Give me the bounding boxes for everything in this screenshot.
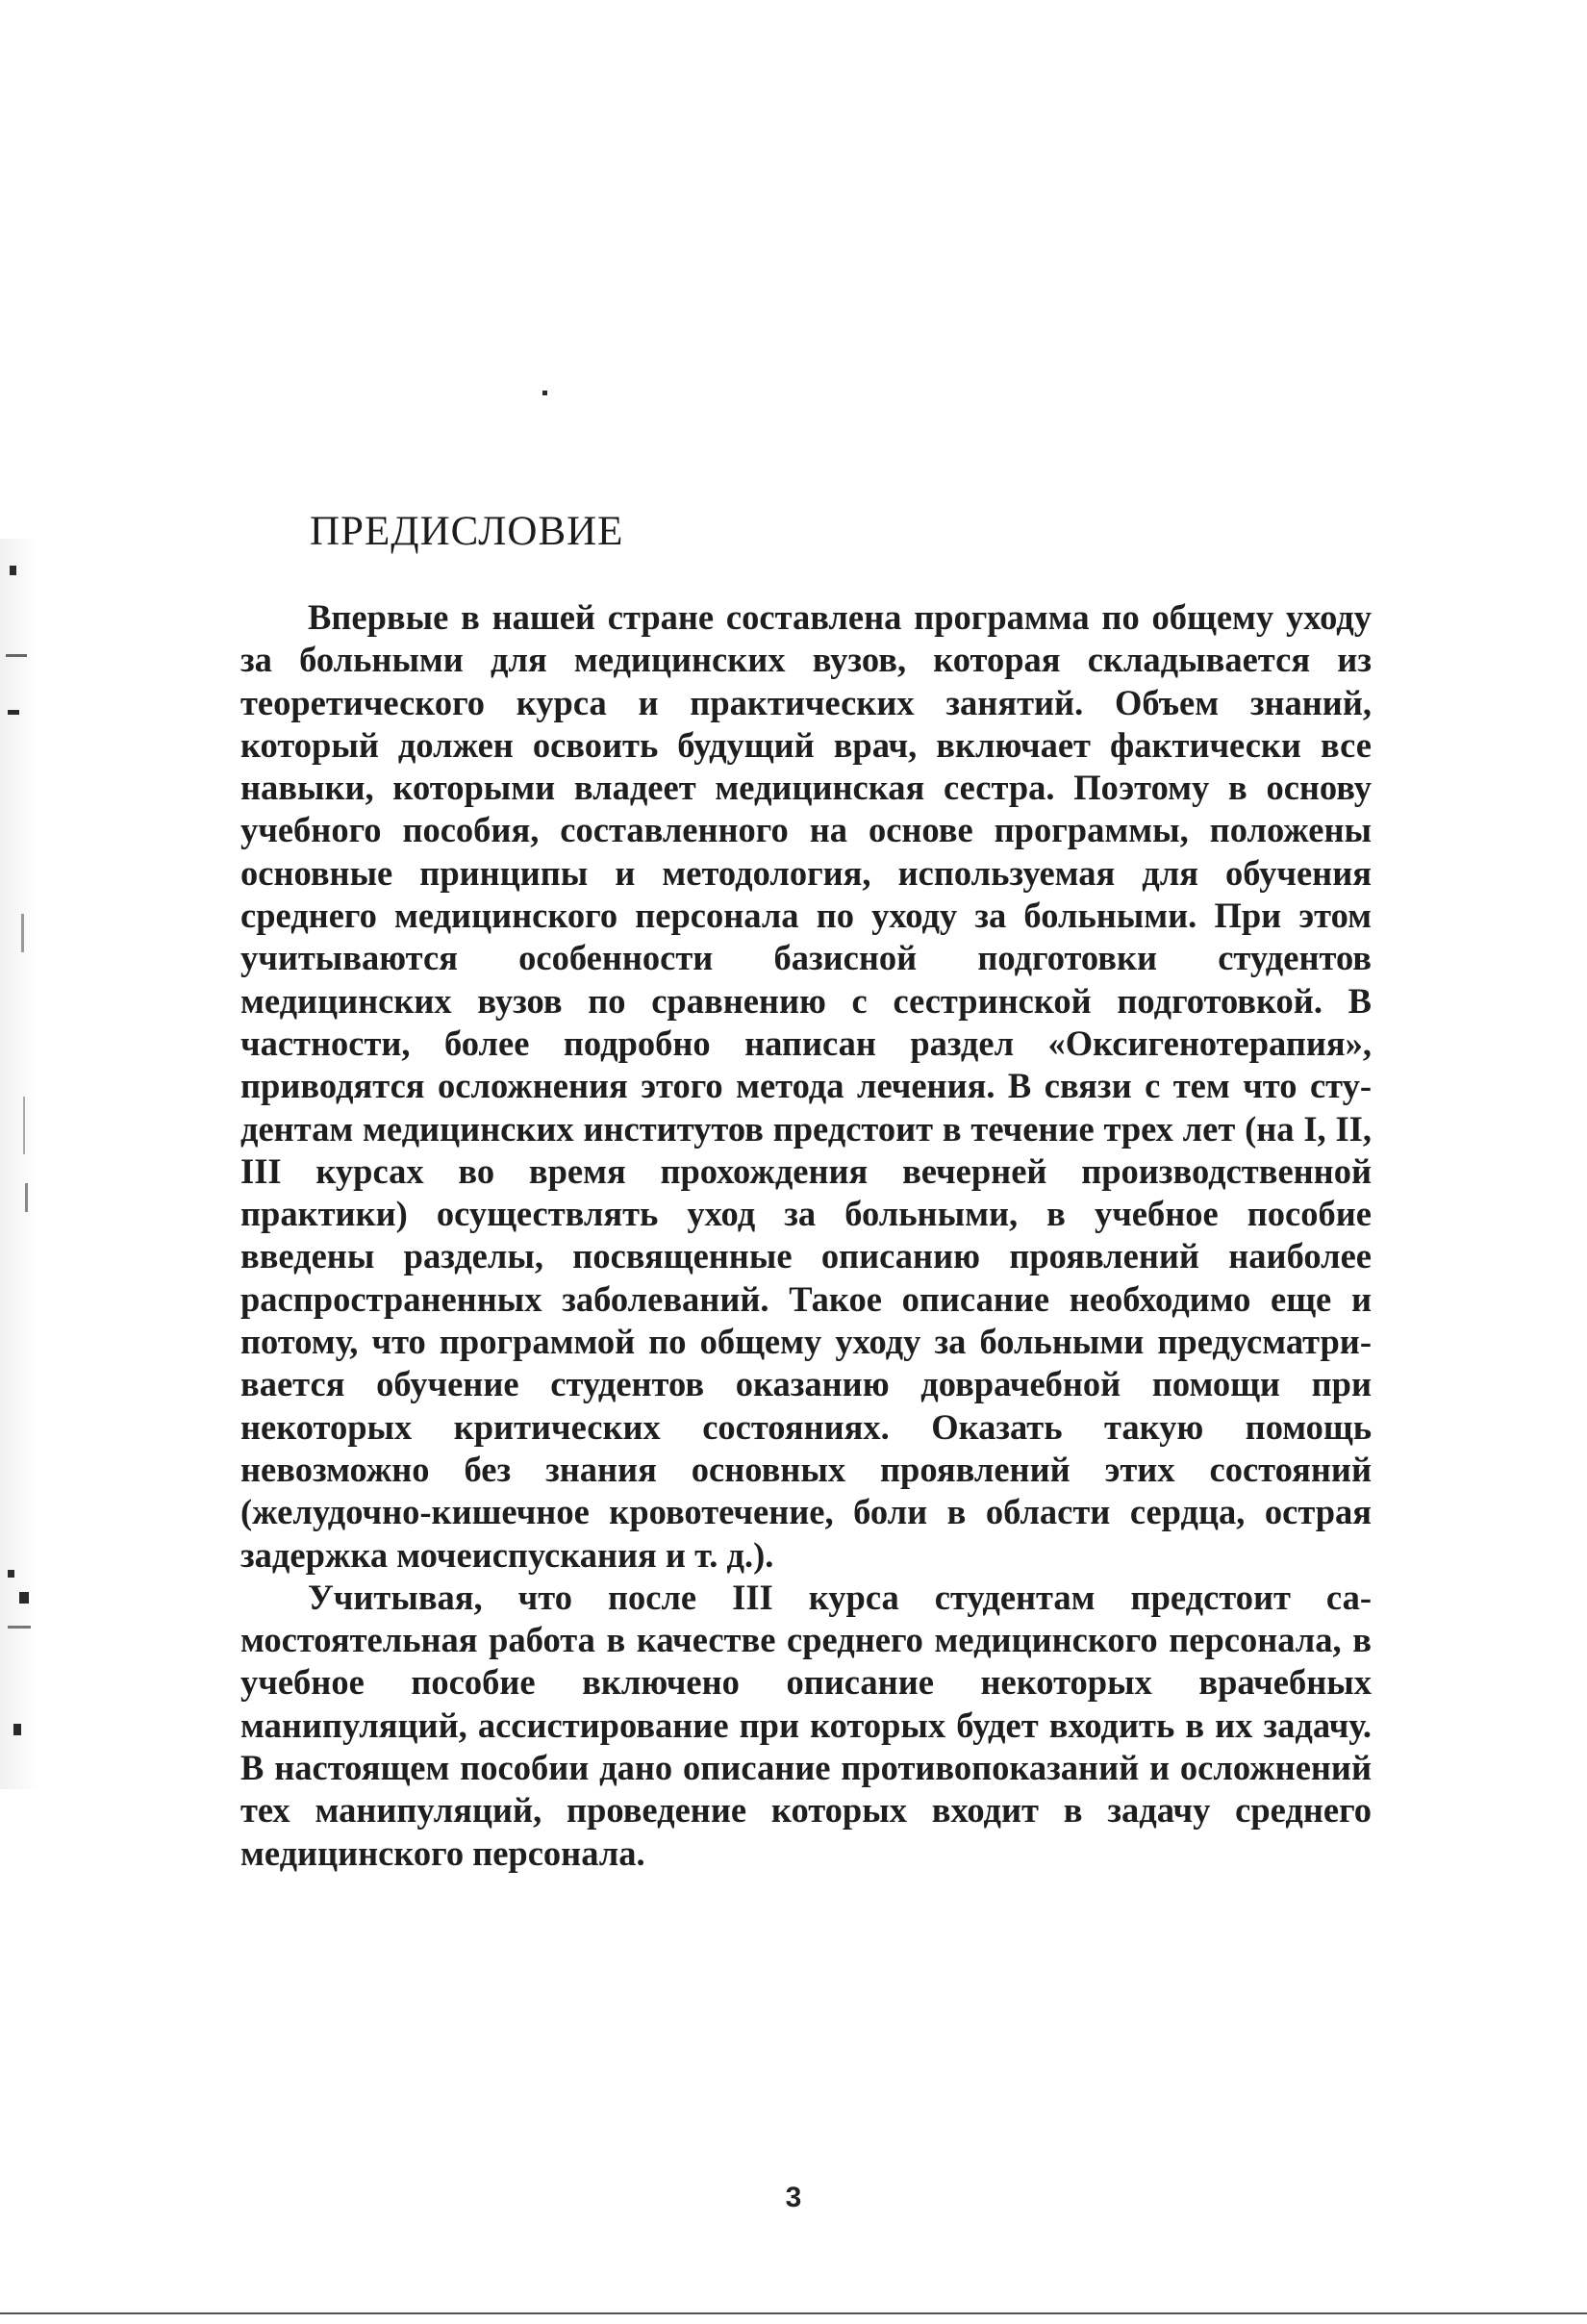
paragraph: Впервые в нашей стране составлена программа по общему уходу за больными для медицинских вузов, которая складывается из теоретического курса и практических занятий. Объем знаний, который должен освоить будущий врач, включает фактически все навыки, которыми владеет медицинская сестра. Поэтому в основу учебного пособия, составленного на основе программы, положены основные принципы и методология, используемая для обучения среднего медицинского персонала по уходу за больными. При этом учитываются особенности базисной подготовки студентов медицинских вузов по сравнению с сестринской подготовкой. В частности, более подробно написан раздел «Оксигенотерапия», приводятся осложнения этого метода лечения. В связи с тем что студентам медицинских институтов предстоит в течение трех лет (на I, II, III курсах во время прохождения вечерней производственной практики) осуществлять уход за больными, в учебное пособие введены разделы, посвященные описанию проявлений наиболее распространенных заболеваний. Такое описание необходимо еще и потому, что программой по общему уходу за больными предусматривается обучение студентов оказанию доврачебной помощи при некоторых критических состояниях. Оказать такую помощь невозможно без знания основных проявлений этих состояний (желудочно-кишечное кровотечение, боли в области сердца, острая задержка мочеиспускания и т. д.). bbox=[240, 597, 1372, 1575]
scan-speck bbox=[8, 1626, 31, 1629]
scan-speck bbox=[19, 1592, 29, 1604]
paragraph: Учитывая, что после III курса студентам предстоит самостоятельная работа в качестве среднего медицинского персонала, в учебное пособие включено описание некоторых врачебных манипуляций, ассистирование при которых будет входить в их задачу. В настоящем пособии дано описание противопоказаний и осложнений тех манипуляций, проведение которых входит в задачу среднего медицинского персонала. bbox=[240, 1577, 1372, 1873]
page-bottom-edge bbox=[0, 2312, 1587, 2314]
scan-speck bbox=[13, 1724, 21, 1735]
scan-speck bbox=[10, 566, 16, 575]
scan-speck bbox=[6, 654, 27, 657]
scan-speck bbox=[25, 1183, 28, 1212]
page-number: 3 bbox=[785, 2182, 802, 2213]
scan-speck bbox=[8, 1570, 14, 1578]
scan-speck bbox=[8, 710, 19, 715]
scan-speck bbox=[23, 1097, 25, 1154]
scan-speck bbox=[21, 914, 24, 952]
body-text bbox=[240, 596, 1372, 1875]
page-title: ПРЕДИСЛОВИЕ bbox=[310, 509, 624, 554]
scan-speck bbox=[542, 391, 547, 395]
